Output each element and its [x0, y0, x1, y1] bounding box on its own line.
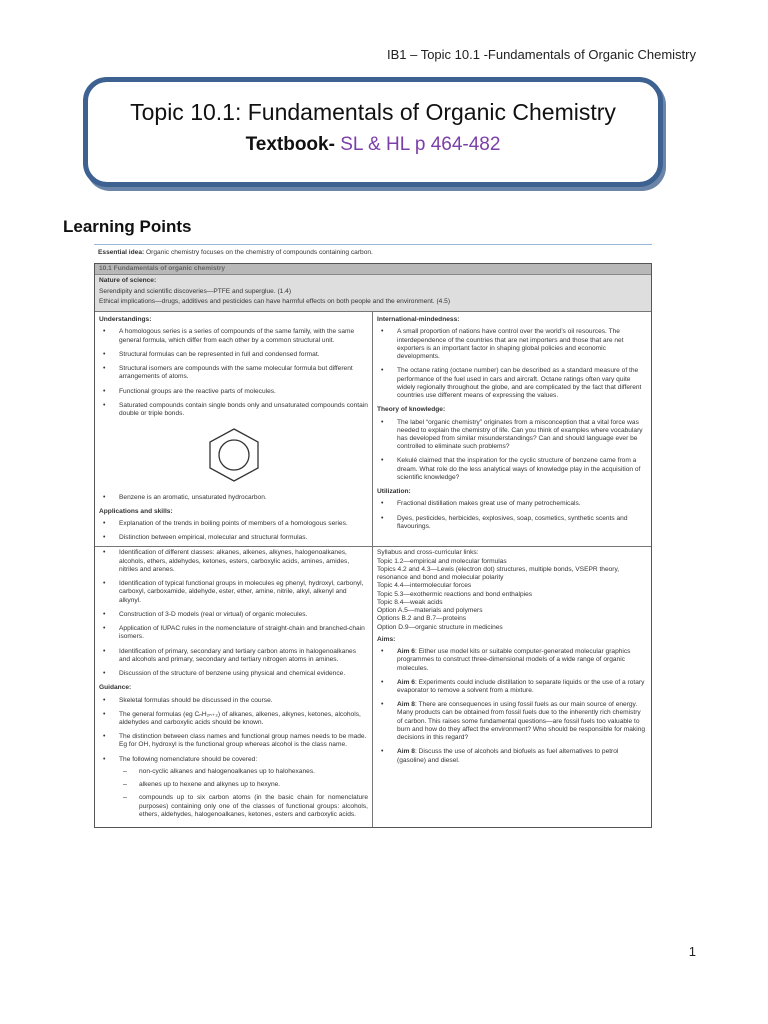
list-item: • Saturated compounds contain single bonds only and unsaturated compounds contain double or triple bonds.	[99, 402, 368, 418]
benzene-structure-image	[99, 426, 368, 487]
aims-list	[377, 648, 647, 765]
utilization-list	[377, 500, 647, 531]
list-item: • Structural isomers are compounds with the same molecular formula but different arrangements of atoms.	[99, 365, 368, 381]
links-item: Topics 4.2 and 4.3—Lewis (electron dot) structures, multiple bonds, VSEPR theory, resonance and bond and molecular polarity	[377, 565, 620, 582]
left-column-upper	[95, 312, 373, 546]
list-item	[377, 648, 647, 673]
list-item	[377, 701, 647, 742]
list-item: • Application of IUPAC rules in the nomenclature of straight-chain and branched-chain isomers.	[99, 625, 368, 641]
aim-label: Aim 6	[397, 648, 415, 656]
links-item: Topic 5.3—exothermic reactions and bond enthalpies	[377, 590, 533, 598]
nos-item: Serendipity and scientific discoveries—PTFE and superglue. (1.4)	[99, 287, 292, 295]
running-header: IB1 – Topic 10.1 -Fundamentals of Organic Chemistry	[386, 47, 696, 62]
list-item: • Identification of different classes: alkanes, alkenes, alkynes, halogenoalkanes, alcohols, ethers, aldehydes, ketones, esters, carboxylic acids, amines, amides, nitriles and arenes.	[99, 549, 368, 574]
list-item: • Benzene is an aromatic, unsaturated hydrocarbon.	[99, 494, 368, 502]
understandings-heading: Understandings:	[99, 316, 152, 324]
textbook-label: Textbook-	[245, 134, 341, 155]
nature-of-science-heading: Nature of science:	[99, 277, 157, 285]
benzene-list	[99, 494, 368, 502]
list-item: • Discussion of the structure of benzene using physical and chemical evidence.	[99, 670, 368, 678]
guidance-heading: Guidance:	[99, 684, 132, 692]
utilization-heading: Utilization:	[377, 488, 411, 496]
page-title: Topic 10.1: Fundamentals of Organic Chemistry	[130, 99, 616, 125]
nos-item: Ethical implications—drugs, additives and pesticides can have harmful effects on both people and the environment. (4.5)	[99, 297, 451, 305]
links-item: Options B.2 and B.7—proteins	[377, 615, 467, 623]
divider	[94, 244, 652, 245]
list-item: – alkenes up to hexene and alkynes up to hexyne.	[119, 781, 368, 789]
table-row-lower	[95, 546, 651, 827]
applications-heading: Applications and skills:	[99, 507, 173, 515]
list-item: • A small proportion of nations have control over the world’s oil resources. The interdependence of the countries that are net importers and those that are net exporters is an important factor in shaping global policies and economic developments.	[377, 328, 647, 361]
essential-idea-label: Essential idea:	[98, 249, 145, 256]
textbook-reference	[88, 134, 658, 156]
page-number: 1	[688, 944, 696, 959]
understandings-list	[99, 328, 368, 418]
list-item: • Distinction between empirical, molecular and structural formulas.	[99, 534, 368, 542]
aim-text: : There are consequences in using fossil fuels as our main source of energy. Many products can be obtained from fossil fuels due to the inherently rich chemistry of carbon. This raises some fundamental questions—are fossil fuels too valuable to burn and how do they affect the environment? Who should be responsible for making decisions in this regard?	[397, 701, 646, 742]
list-item: • Skeletal formulas should be discussed in the course.	[99, 697, 368, 705]
tok-list	[377, 419, 647, 483]
list-item	[377, 748, 647, 764]
aim-text: : Experiments could include distillation to separate liquids or the use of a rotary evaporator to remove a solvent from a mixture.	[397, 678, 645, 694]
list-item: • Structural formulas can be represented in full and condensed format.	[99, 351, 368, 359]
list-item: • Identification of typical functional groups in molecules eg phenyl, hydroxyl, carbonyl, carboxyl, carboxamide, aldehyde, ester, ether, amine, nitrile, alkyl, alkenyl and alkynyl.	[99, 580, 368, 605]
list-item: • Fractional distillation makes great use of many petrochemicals.	[377, 500, 647, 508]
nomenclature-list	[119, 768, 368, 819]
list-item: – non-cyclic alkanes and halogenoalkanes up to halohexanes.	[119, 768, 368, 776]
list-item	[377, 679, 647, 695]
right-column-upper	[373, 312, 651, 546]
textbook-pages: SL & HL p 464-482	[340, 134, 501, 155]
links-item: Option A.5—materials and polymers	[377, 607, 483, 615]
list-item: • Identification of primary, secondary and tertiary carbon atoms in halogenoalkanes and alcohols and primary, secondary and tertiary nitrogen atoms in amines.	[99, 648, 368, 664]
nomenclature-intro: The following nomenclature should be covered:	[119, 755, 258, 763]
syllabus-excerpt	[94, 244, 652, 828]
aim-text: : Either use model kits or suitable computer-generated molecular graphics programmes to construct three-dimensional models of a wide range of organic molecules.	[397, 648, 631, 672]
aims-heading: Aims:	[377, 635, 396, 643]
list-item: • Dyes, pesticides, herbicides, explosives, soap, cosmetics, synthetic scents and flavourings.	[377, 515, 647, 531]
international-mindedness-heading: International-mindedness:	[377, 316, 460, 324]
list-item: • Kekulé claimed that the inspiration for the cyclic structure of benzene came from a dream. What role do the less analytical ways of knowledge play in the acquisition of scientific knowledge?	[377, 457, 647, 482]
benzene-ring-icon	[204, 426, 264, 484]
aim-text: : Discuss the use of alcohols and biofuels as fuel alternatives to petrol (gasoline) and diesel.	[397, 748, 619, 764]
links-item: Topic 4.4—intermolecular forces	[377, 582, 472, 590]
list-item	[99, 756, 368, 819]
list-item: • Functional groups are the reactive parts of molecules.	[99, 388, 368, 396]
tok-heading: Theory of knowledge:	[377, 406, 446, 414]
links-item: Topic 8.4—weak acids	[377, 598, 443, 606]
essential-idea-text: Organic chemistry focuses on the chemistry of compounds containing carbon.	[144, 249, 373, 256]
nature-of-science	[95, 275, 651, 312]
aim-label: Aim 8	[397, 701, 415, 709]
applications-list	[99, 520, 368, 542]
international-list	[377, 328, 647, 400]
list-item: • The octane rating (octane number) can be described as a standard measure of the performance of the fuel used in cars and aircraft. Octane ratings often vary quite widely regionally throughout the globe, and are complicated by the fact that different countries use different means of expressing the values.	[377, 367, 647, 400]
links-item: Syllabus and cross-curricular links:	[377, 549, 479, 557]
list-item: • The distinction between class names and functional group names needs to be made. Eg for OH, hydroxyl is the functional group whereas alcohol is the class name.	[99, 733, 368, 749]
aim-label: Aim 6	[397, 678, 415, 686]
table-row-upper	[95, 312, 651, 546]
essential-idea	[94, 249, 652, 257]
learning-points-heading: Learning Points	[63, 217, 192, 236]
list-item: • The general formulas (eg CₙH₂ₙ₊₂) of alkanes, alkenes, alkynes, ketones, alcohols, aldehydes and carboxylic acids should be known.	[99, 711, 368, 727]
syllabus-table	[94, 263, 652, 828]
table-title: 10.1 Fundamentals of organic chemistry	[95, 264, 651, 275]
title-box	[83, 77, 663, 187]
right-column-lower	[373, 547, 651, 827]
list-item: • Construction of 3-D models (real or virtual) of organic molecules.	[99, 611, 368, 619]
links-item: Option D.9—organic structure in medicines	[377, 623, 503, 631]
guidance-list	[99, 697, 368, 820]
list-item: • A homologous series is a series of compounds of the same family, with the same general formula, which differ from each other by a common structural unit.	[99, 328, 368, 344]
list-item: – compounds up to six carbon atoms (in the basic chain for nomenclature purposes) containing only one of the classes of functional groups: alcohols, ethers, aldehydes, halogenoalkanes, ketones, esters and carboxylic acids.	[119, 794, 368, 819]
applications-more-list	[99, 549, 368, 678]
list-item: • Explanation of the trends in boiling points of members of a homologous series.	[99, 520, 368, 528]
list-item: • The label “organic chemistry” originates from a misconception that a vital force was needed to explain the chemistry of life. Can you think of examples where vocabulary has developed from similar misunderstandings? Can and should language ever be controlled to eliminate such problems?	[377, 419, 647, 452]
cross-curricular-links	[377, 549, 647, 631]
links-item: Topic 1.2—empirical and molecular formulas	[377, 557, 507, 565]
aim-label: Aim 8	[397, 748, 415, 756]
left-column-lower	[95, 547, 373, 827]
